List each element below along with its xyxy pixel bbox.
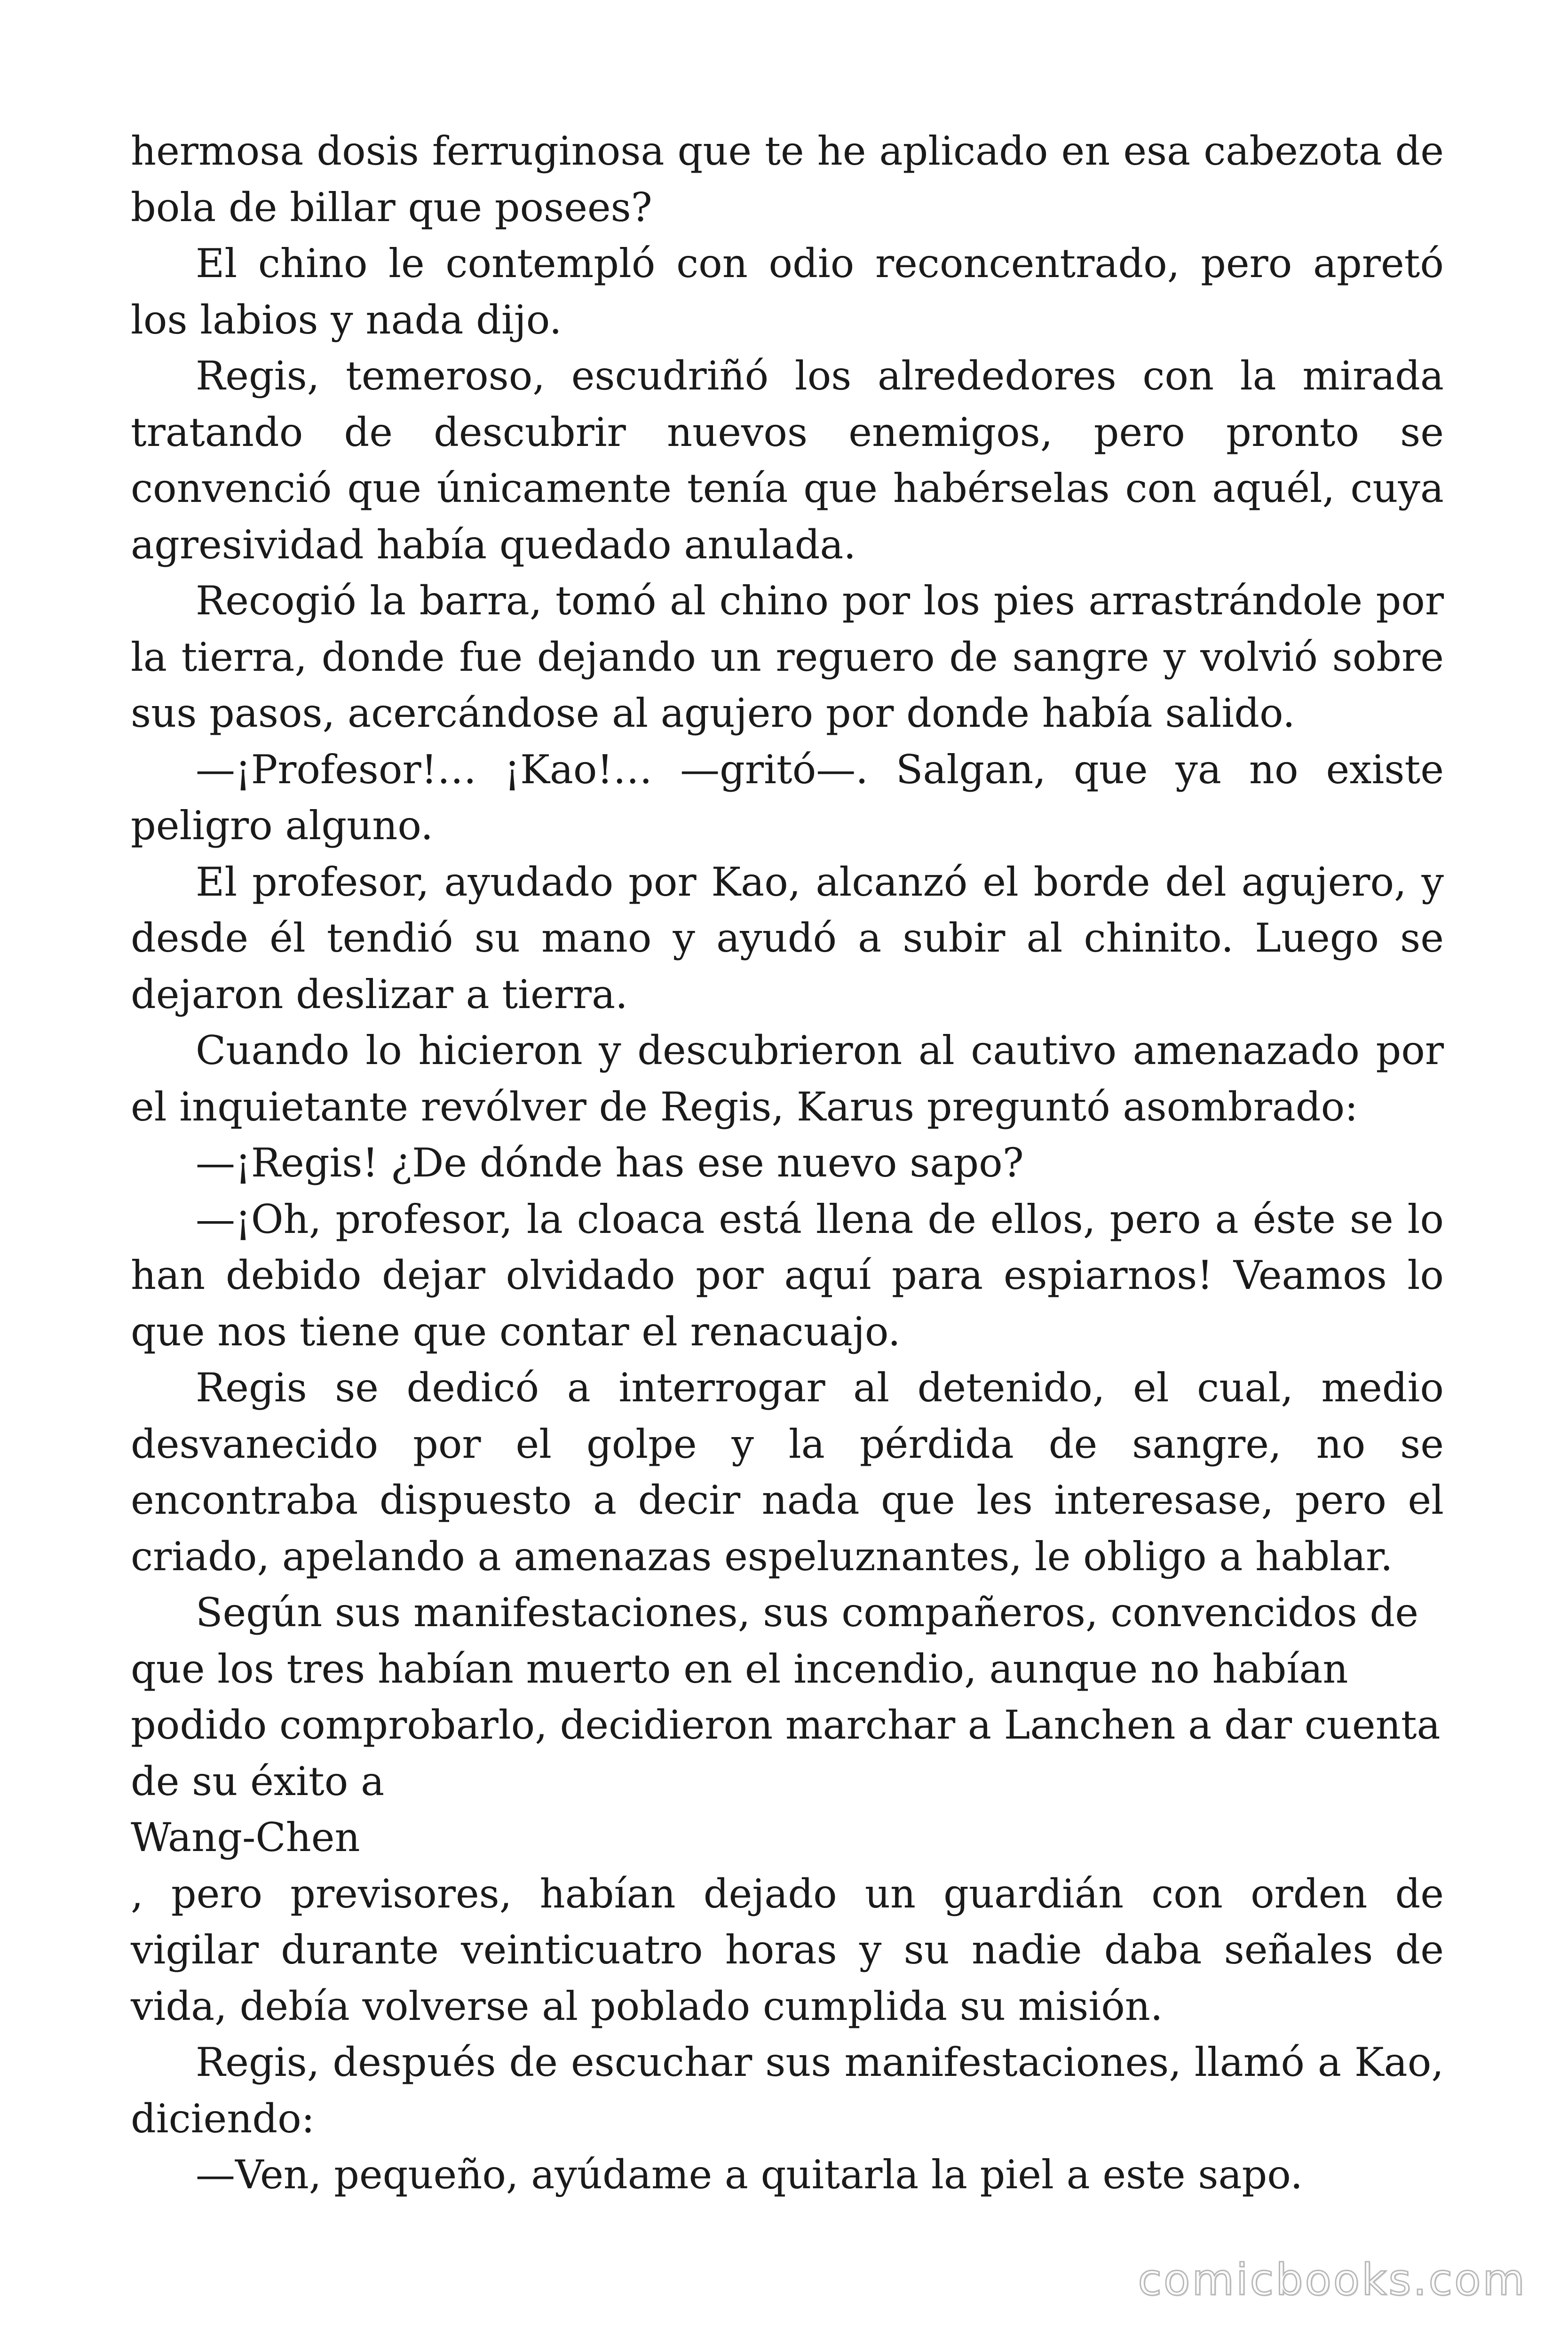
watermark-logo: comicbooks.com [1138,2255,1527,2305]
paragraph-9: —¡Oh, profesor, la cloaca está llena de ellos, pero a éste se lo han debido dejar olvidado por aquí para espiarnos! Veamos lo que nos tiene que contar el renacuajo. [131,1196,1444,1355]
paragraph-14: Regis, después de escuchar sus manifestaciones, llamó a Kao, diciendo: [131,2039,1444,2142]
paragraph-3: Regis, temeroso, escudriñó los alrededores con la mirada tratando de descubrir nuevos enemigos, pero pronto se convenció que únicamente tenía que habérselas con aquél, cuya agresividad había quedado anulada. [131,353,1444,568]
paragraph-11: Según sus manifestaciones, sus compañeros, convencidos de que los tres habían muerto en el incendio, aunque no habían podido comprobarlo, decidieron marchar a Lanchen a dar cuenta de su éxito a [131,1589,1441,1804]
paragraph-1: hermosa dosis ferruginosa que te he aplicado en esa cabezota de bola de billar que posees? [131,128,1444,230]
page-body-text [131,123,1444,2203]
paragraph-4: Recogió la barra, tomó al chino por los pies arrastrándole por la tierra, donde fue dejando un reguero de sangre y volvió sobre sus pasos, acercándose al agujero por donde había salido. [131,578,1444,736]
paragraph-10: Regis se dedicó a interrogar al detenido, el cual, medio desvanecido por el golpe y la pérdida de sangre, no se encontraba dispuesto a decir nada que les interesase, pero el criado, apelando a amenazas espeluznantes, le obligo a hablar. [131,1365,1444,1580]
paragraph-5: —¡Profesor!… ¡Kao!… —gritó—. Salgan, que ya no existe peligro alguno. [131,746,1444,849]
paragraph-8: —¡Regis! ¿De dónde has ese nuevo sapo? [196,1140,1024,1186]
paragraph-15: —Ven, pequeño, ayúdame a quitarla la piel a este sapo. [196,2152,1303,2198]
paragraph-13: , pero previsores, habían dejado un guardián con orden de vigilar durante veinticuatro horas y su nadie daba señales de vida, debía volverse al poblado cumplida su misión. [131,1870,1444,2029]
paragraph-2: El chino le contempló con odio reconcentrado, pero apretó los labios y nada dijo. [131,240,1444,343]
paragraph-7: Cuando lo hicieron y descubrieron al cautivo amenazado por el inquietante revólver de Regis, Karus preguntó asombrado: [131,1027,1444,1130]
paragraph-12: Wang-Chen [131,1814,360,1860]
paragraph-6: El profesor, ayudado por Kao, alcanzó el borde del agujero, y desde él tendió su mano y ayudó a subir al chinito. Luego se dejaron deslizar a tierra. [131,858,1444,1017]
